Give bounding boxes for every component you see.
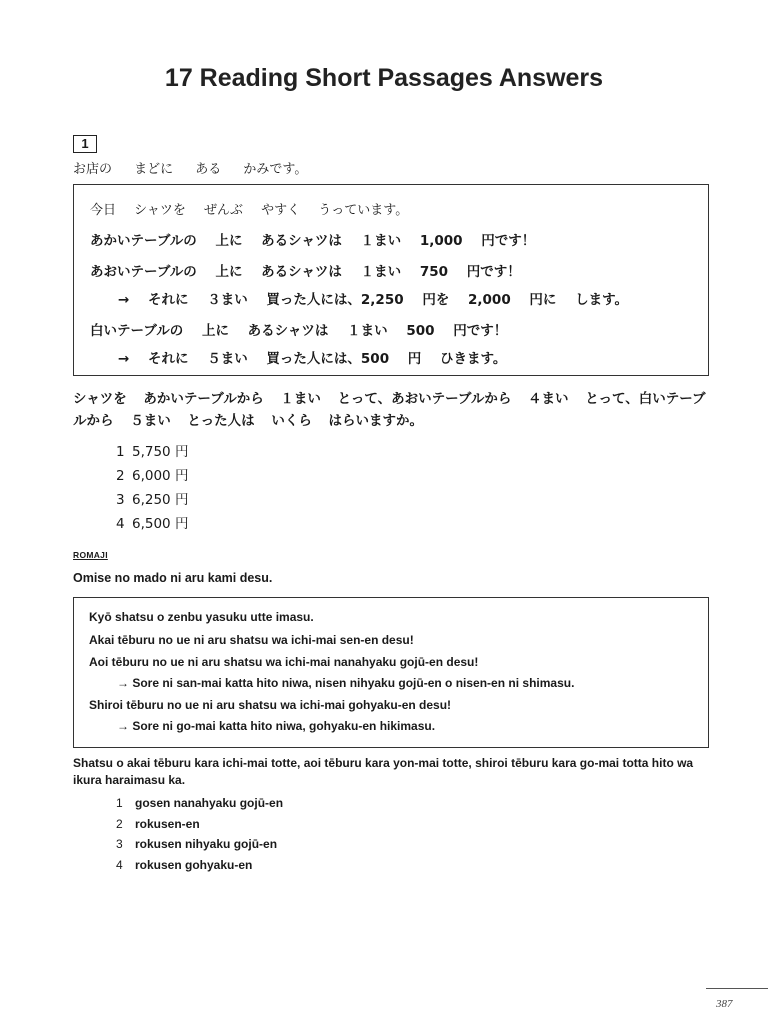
notice-line-romaji: → Sore ni go-mai katta hito niwa, gohyaku-en hikimasu. [117,719,436,733]
option-number: 4 [116,857,123,872]
option-number: 1 [116,796,123,810]
notice-line-jp: → それに ３まい 買った人には、2,250 円を 2,000 円に します。 [118,292,629,308]
intro-romaji: Omise no mado ni aru kami desu. [73,571,273,585]
option-jp [116,464,188,488]
question-number-badge: 1 [73,135,97,153]
option-romaji [116,796,283,817]
question-romaji: Shatsu o akai tēburu kara ichi-mai totte, aoi tēburu kara yon-mai totte, shiroi tēburu kara go-mai totta hito wa ikura haraimasu ka. [73,756,694,787]
question-japanese: シャツを あかいテーブルから １まい とって、あおいテーブルから ４まい とって、白いテーブルから ５まい とった人は いくら はらいますか。 [73,391,706,429]
option-jp [116,512,188,536]
notice-line-romaji: → Sore ni san-mai katta hito niwa, nisen nihyaku gojū-en o nisen-en ni shimasu. [117,676,575,690]
option-text: 6,000 円 [132,468,189,484]
answer-options-romaji [116,796,283,878]
notice-line-jp: 今日 シャツを ぜんぶ やすく うっています。 [90,203,409,218]
option-number: 2 [116,816,123,831]
option-text: rokusen nihyaku gojū-en [135,837,278,851]
notice-line-romaji: Kyō shatsu o zenbu yasuku utte imasu. [89,610,314,624]
notice-line-jp: あおいテーブルの 上に あるシャツは １まい 750 円です！ [90,264,521,280]
notice-line-romaji: Akai tēburu no ue ni aru shatsu wa ichi-mai sen-en desu! [89,633,414,647]
romaji-section-label: ROMAJI [73,550,108,560]
intro-japanese: お店の まどに ある かみです。 [73,162,308,177]
option-romaji [116,817,283,838]
option-number: 1 [116,444,125,460]
option-jp [116,488,188,512]
option-number: 3 [116,492,125,508]
notice-line-jp: あかいテーブルの 上に あるシャツは １まい 1,000 円です！ [90,233,536,249]
option-text: gosen nanahyaku gojū-en [135,796,284,810]
notice-line-romaji: Shiroi tēburu no ue ni aru shatsu wa ichi-mai gohyaku-en desu! [89,698,452,712]
option-number: 3 [116,837,123,851]
option-romaji [116,858,283,879]
option-number: 2 [116,468,125,484]
option-text: 6,500 円 [132,516,189,532]
option-jp [116,440,188,464]
notice-line-jp: 白いテーブルの 上に あるシャツは １まい 500 円です！ [90,323,508,339]
option-text: rokusen gohyaku-en [135,857,253,872]
answer-options-japanese [116,440,188,536]
page-number: 387 [716,998,733,1010]
page-title: 17 Reading Short Passages Answers [164,64,604,92]
option-text: rokusen-en [135,816,200,831]
notice-box-japanese [73,184,709,376]
option-text: 6,250 円 [132,492,189,508]
option-romaji [116,837,283,858]
notice-line-romaji: Aoi tēburu no ue ni aru shatsu wa ichi-mai nanahyaku gojū-en desu! [89,655,479,669]
footer-divider [706,988,768,989]
option-text: 5,750 円 [132,444,189,460]
notice-line-jp: → それに ５まい 買った人には、500 円 ひきます。 [118,351,507,367]
notice-box-romaji [73,597,709,748]
option-number: 4 [116,516,125,532]
